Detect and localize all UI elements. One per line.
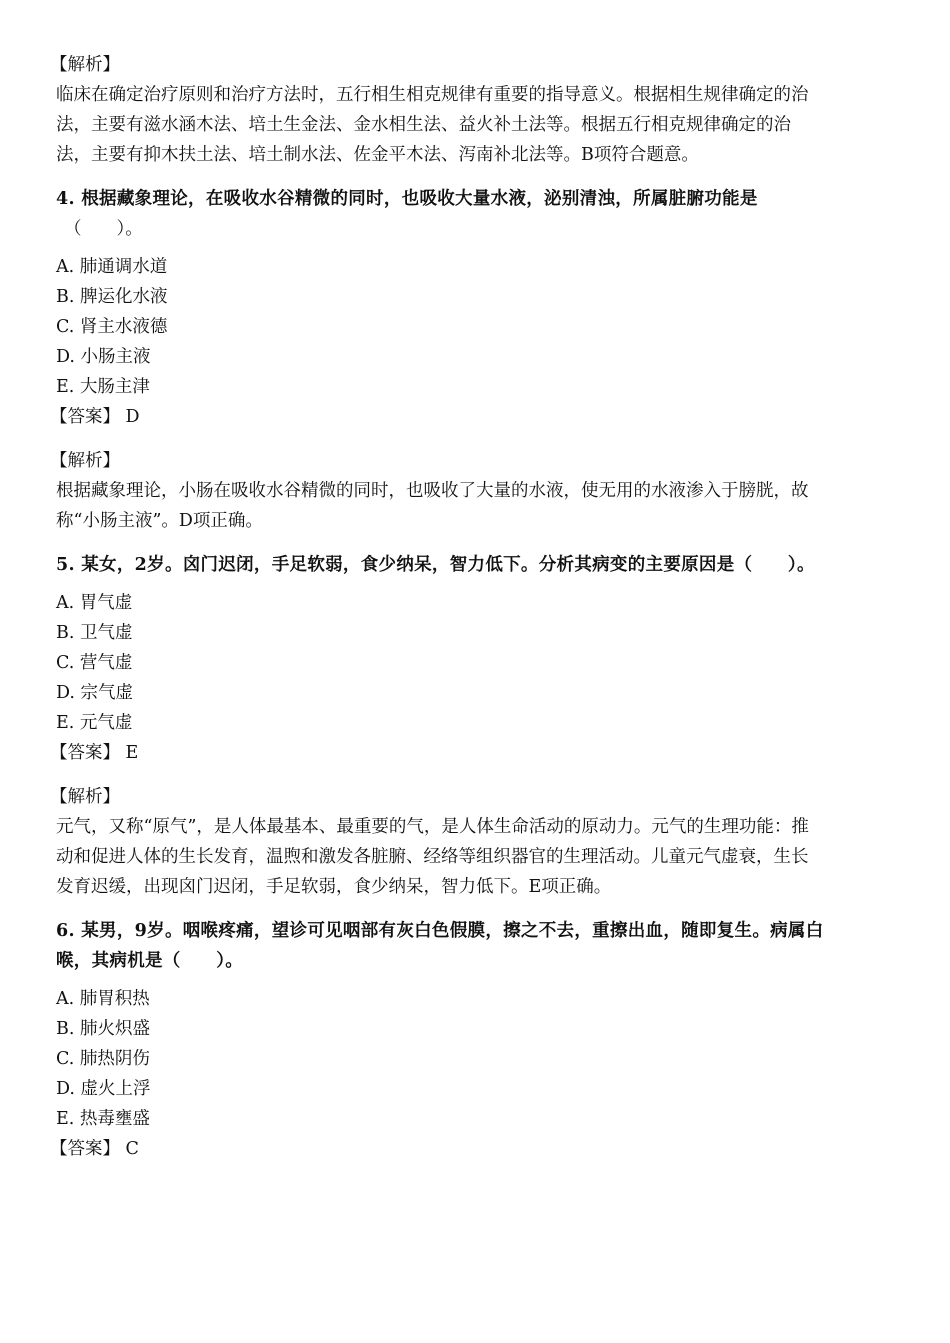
analysis-text-line: 法，主要有抑木扶土法、培土制水法、佐金平木法、泻南补北法等。B项符合题意。 bbox=[56, 145, 699, 165]
option-item: D. 宗气虚 bbox=[56, 683, 134, 703]
analysis-text-line: 元气，又称“原气”，是人体最基本、最重要的气，是人体生命活动的原动力。元气的生理功能：推 bbox=[56, 817, 809, 837]
analysis-heading: 【解析】 bbox=[50, 451, 120, 471]
option-item: B. 卫气虚 bbox=[56, 623, 133, 643]
option-item: B. 肺火炽盛 bbox=[56, 1019, 150, 1039]
option-item: D. 虚火上浮 bbox=[56, 1079, 151, 1099]
question-4-analysis bbox=[50, 446, 886, 536]
question-4-options bbox=[56, 252, 886, 402]
question-5-title: 5. 某女，2岁。囟门迟闭，手足软弱，食少纳呆，智力低下。分析其病变的主要原因是（ ）。 bbox=[56, 555, 815, 575]
analysis-text-line: 临床在确定治疗原则和治疗方法时，五行相生相克规律有重要的指导意义。根据相生规律确定的治 bbox=[56, 85, 809, 105]
question-5-answer: 【答案】 E bbox=[50, 743, 139, 763]
option-item: E. 热毒壅盛 bbox=[56, 1109, 150, 1129]
question-4-blank: （ ）。 bbox=[64, 219, 143, 239]
option-item: A. 胃气虚 bbox=[56, 593, 133, 613]
analysis-text-line: 根据藏象理论，小肠在吸收水谷精微的同时，也吸收了大量的水液，使无用的水液渗入于膀胱，故 bbox=[56, 481, 809, 501]
question-6-title-line: 喉，其病机是（ ）。 bbox=[56, 951, 244, 971]
question-6-options bbox=[56, 984, 886, 1134]
option-item: B. 脾运化水液 bbox=[56, 287, 168, 307]
analysis-heading: 【解析】 bbox=[50, 787, 120, 807]
question-5-options bbox=[56, 588, 886, 738]
question-4-answer: 【答案】 D bbox=[50, 407, 140, 427]
question-5 bbox=[50, 550, 886, 902]
document-page bbox=[50, 50, 886, 1164]
question-5-analysis bbox=[50, 782, 886, 902]
question-6 bbox=[50, 916, 886, 1164]
prev-analysis-block bbox=[50, 50, 886, 170]
question-6-answer: 【答案】 C bbox=[50, 1139, 139, 1159]
question-4-title: 4. 根据藏象理论，在吸收水谷精微的同时，也吸收大量水液，泌别清浊，所属脏腑功能是 bbox=[56, 189, 758, 209]
analysis-text-line: 称“小肠主液”。D项正确。 bbox=[56, 511, 263, 531]
question-4 bbox=[50, 184, 886, 536]
option-item: E. 元气虚 bbox=[56, 713, 133, 733]
option-item: D. 小肠主液 bbox=[56, 347, 151, 367]
question-6-title-line: 6. 某男，9岁。咽喉疼痛，望诊可见咽部有灰白色假膜，擦之不去，重擦出血，随即复生。病属白 bbox=[56, 921, 824, 941]
option-item: A. 肺通调水道 bbox=[56, 257, 168, 277]
option-item: C. 营气虚 bbox=[56, 653, 133, 673]
option-item: A. 肺胃积热 bbox=[56, 989, 150, 1009]
option-item: E. 大肠主津 bbox=[56, 377, 150, 397]
analysis-text-line: 动和促进人体的生长发育，温煦和激发各脏腑、经络等组织器官的生理活动。儿童元气虚衰，生长 bbox=[56, 847, 809, 867]
option-item: C. 肺热阴伤 bbox=[56, 1049, 150, 1069]
analysis-text-line: 法，主要有滋水涵木法、培土生金法、金水相生法、益火补土法等。根据五行相克规律确定的治 bbox=[56, 115, 791, 135]
analysis-text-line: 发育迟缓，出现囟门迟闭，手足软弱，食少纳呆，智力低下。E项正确。 bbox=[56, 877, 612, 897]
option-item: C. 肾主水液德 bbox=[56, 317, 168, 337]
analysis-heading: 【解析】 bbox=[50, 55, 120, 75]
